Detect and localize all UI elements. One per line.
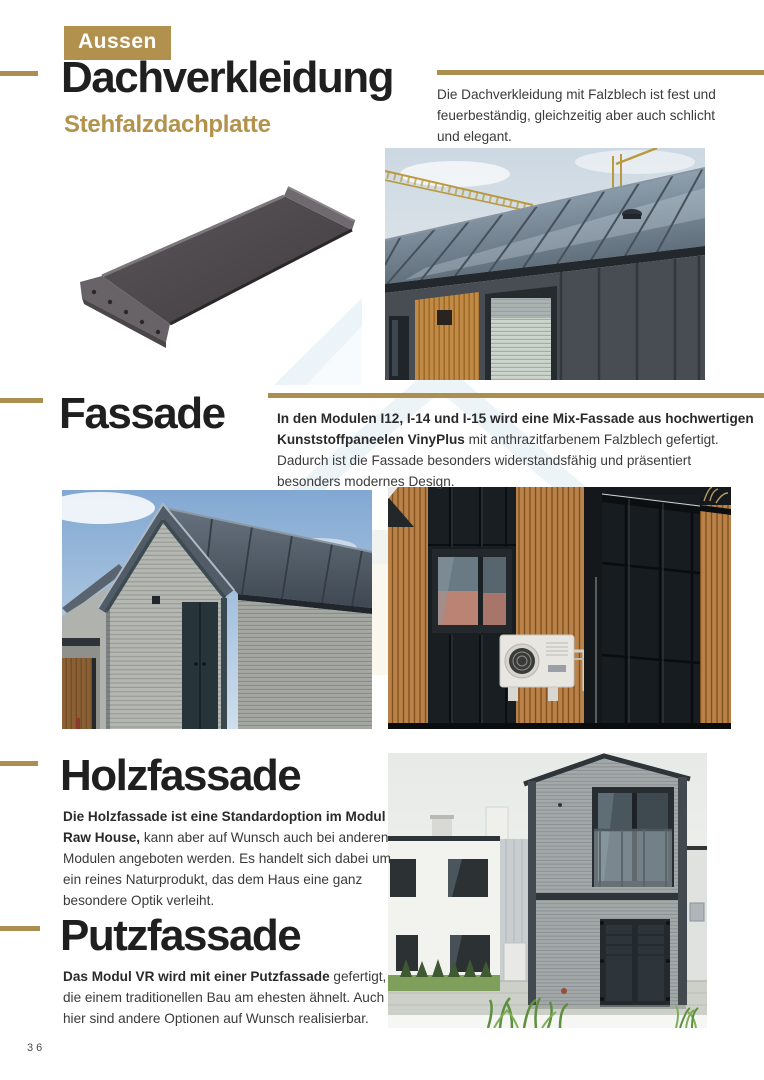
panel-product-image: [62, 150, 362, 385]
metal-roof-house-photo: [385, 148, 705, 380]
putzfassade-description-bold: Das Modul VR wird mit einer Putzfassade: [63, 969, 330, 984]
putzfassade-description-regular: gefertigt, die einem traditionellen Bau am ehesten ähnelt. Auch hier sind andere Optionen auf Wunsch realisierbar.: [63, 969, 387, 1027]
putzfassade-title: Putzfassade: [60, 911, 301, 960]
wood-gable-house-photo: [62, 490, 372, 729]
accent-line-right-fassade: [268, 393, 764, 398]
holzfassade-title: Holzfassade: [60, 751, 301, 800]
holzfassade-description-regular: kann aber auf Wunsch auch bei anderen Modulen angeboten werden. Es handelt sich dabei um ein reines Naturprodukt, das dem Haus eine ganz besondere Optik verleiht.: [63, 830, 391, 909]
section-badge: Aussen: [64, 26, 171, 60]
holzfassade-description-bold: Die Holzfassade ist eine Standardoption im Modul Raw House,: [63, 809, 386, 846]
putzfassade-description: [63, 966, 408, 1029]
dach-description: Die Dachverkleidung mit Falzblech ist fest und feuerbeständig, gleichzeitig aber auch schlicht und elegant.: [437, 87, 716, 145]
mix-facade-photo: [388, 487, 731, 729]
accent-dash-left-fassade: [0, 398, 43, 403]
page-title: Dachverkleidung: [61, 53, 394, 102]
page-number: 36: [27, 1042, 46, 1054]
fassade-description-bold: In den Modulen I12, I-14 und I-15 wird eine Mix-Fassade aus hochwertigen Kunststoffpaneelen VinyPlus: [277, 411, 754, 448]
fassade-title: Fassade: [59, 389, 225, 438]
accent-line-right-dach: [437, 70, 764, 75]
fassade-description: [277, 408, 757, 492]
plaster-and-wood-house-photo: [388, 753, 707, 1028]
accent-dash-left-putz: [0, 926, 40, 931]
accent-dash-left-holz: [0, 761, 38, 766]
fassade-description-regular: mit anthrazitfarbenem Falzblech gefertigt. Dadurch ist die Fassade besonders widerstandsfähig und präsentiert besonders modernes Design.: [277, 432, 719, 490]
page-subtitle: Stehfalzdachplatte: [64, 111, 271, 138]
holzfassade-description: [63, 806, 408, 911]
accent-dash-left-dach: [0, 71, 38, 76]
